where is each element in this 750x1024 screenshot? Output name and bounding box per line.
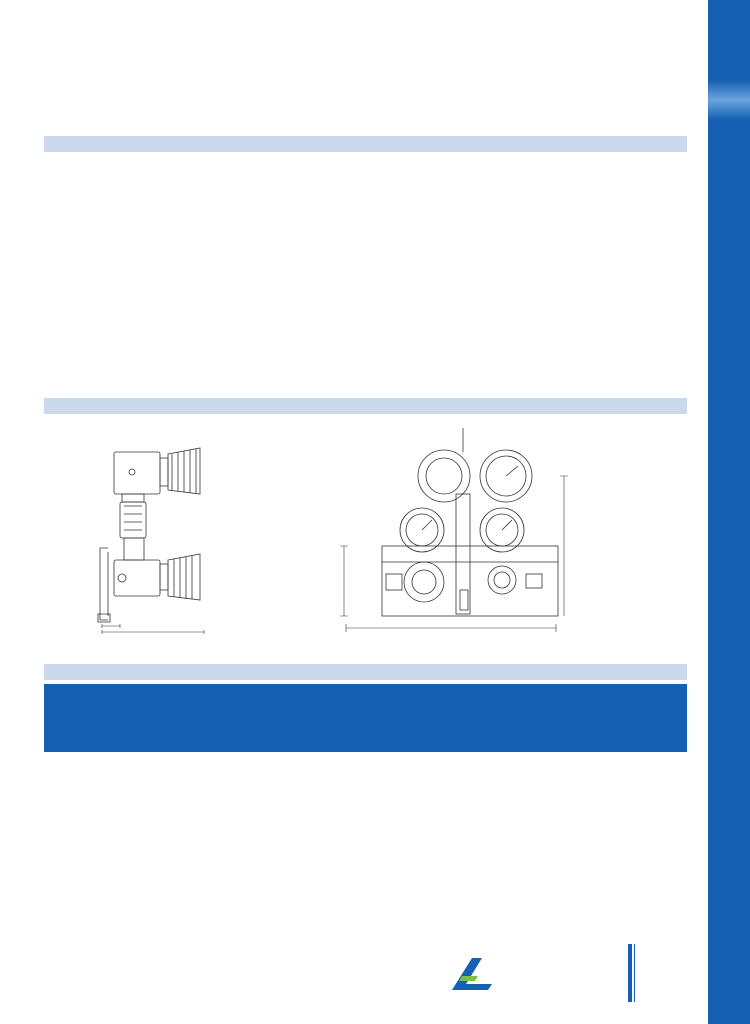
front-view-drawing <box>336 422 596 644</box>
ordering-section-header <box>44 664 687 680</box>
sidebar-highlight <box>708 80 750 120</box>
flow-chart-right <box>374 180 564 376</box>
example-code-row <box>44 684 687 700</box>
page-number-divider <box>628 944 632 1002</box>
dimensions-section-header <box>44 398 687 414</box>
amsys-logo <box>448 950 620 996</box>
ordering-table <box>44 684 687 990</box>
flow-section-header <box>44 136 687 152</box>
ordering-header-row <box>44 700 687 752</box>
page-number-divider-thin <box>634 944 635 1002</box>
side-view-drawing <box>92 444 242 640</box>
sidebar-band <box>708 0 750 1024</box>
amsys-logo-mark <box>452 958 492 990</box>
flow-chart-left <box>66 196 256 376</box>
